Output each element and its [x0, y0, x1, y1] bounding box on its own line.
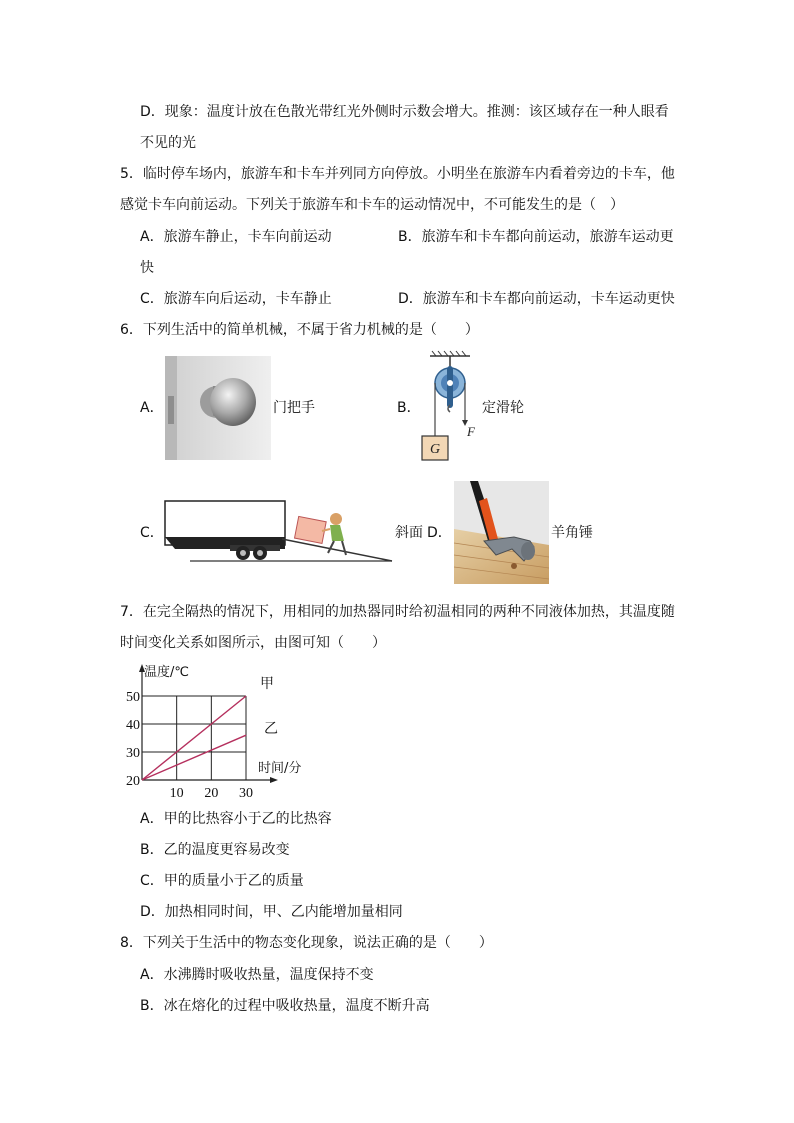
q4-option-d-line1: D．现象：温度计放在色散光带红光外侧时示数会增大。推测：该区域存在一种人眼看: [140, 104, 669, 120]
temperature-time-chart: [118, 660, 318, 800]
claw-hammer-image: [454, 481, 549, 584]
q5-option-c: C．旅游车向后运动，卡车静止: [140, 291, 332, 307]
q7-option-d: D．加热相同时间，甲、乙内能增加量相同: [140, 904, 403, 920]
q5-option-d: D．旅游车和卡车都向前运动，卡车运动更快: [398, 291, 675, 307]
fixed-pulley-diagram: [418, 350, 488, 465]
y-tick-label: 40: [126, 718, 140, 733]
x-axis-title: 时间/分: [258, 761, 302, 776]
y-tick-label: 30: [126, 746, 140, 761]
truck-ramp-image: [160, 497, 395, 567]
q6-option-a-label: 门把手: [273, 400, 315, 416]
q6-option-c-letter: C．: [140, 525, 164, 541]
q6-option-b-label: 定滑轮: [482, 400, 524, 416]
q7-option-b: B．乙的温度更容易改变: [140, 842, 290, 858]
x-axis-arrow: [270, 777, 278, 783]
q8-stem: 8．下列关于生活中的物态变化现象，说法正确的是（ ）: [120, 935, 493, 951]
q5-option-b-line2: 快: [140, 260, 154, 276]
q7-stem-line2: 时间变化关系如图所示，由图可知（ ）: [120, 635, 386, 651]
x-tick-label: 30: [239, 786, 253, 800]
q6-option-a-letter: A．: [140, 400, 164, 416]
y-tick-label: 50: [126, 690, 140, 705]
pulley-force-label: F: [467, 424, 475, 439]
q7-option-c: C．甲的质量小于乙的质量: [140, 873, 304, 889]
y-axis-title: 温度/℃: [144, 665, 189, 680]
y-tick-label: 20: [126, 774, 140, 789]
q6-option-d-label: 羊角锤: [551, 525, 593, 541]
q8-option-b: B．冰在熔化的过程中吸收热量，温度不断升高: [140, 998, 430, 1014]
q5-stem-line1: 5．临时停车场内，旅游车和卡车并列同方向停放。小明坐在旅游车内看着旁边的卡车，他: [120, 166, 675, 182]
q5-stem-line2: 感觉卡车向前运动。下列关于旅游车和卡车的运动情况中，不可能发生的是（ ）: [120, 197, 624, 213]
series-label-1: 甲: [260, 677, 274, 692]
series-label-2: 乙: [264, 722, 278, 738]
q6-option-c-label: 斜面: [395, 525, 423, 541]
q7-option-a: A．甲的比热容小于乙的比热容: [140, 811, 332, 827]
q5-option-b-line1: B．旅游车和卡车都向前运动，旅游车运动更: [398, 229, 674, 245]
pulley-weight-label: G: [429, 442, 441, 457]
q7-stem-line1: 7．在完全隔热的情况下，用相同的加热器同时给初温相同的两种不同液体加热，其温度随: [120, 604, 675, 620]
q8-option-a: A．水沸腾时吸收热量，温度保持不变: [140, 967, 374, 983]
q6-option-b-letter: B．: [397, 400, 421, 416]
q4-option-d-line2: 不见的光: [140, 135, 196, 151]
x-tick-label: 20: [204, 786, 219, 800]
series-line-1: [142, 696, 246, 780]
series-line-2: [142, 735, 246, 780]
q6-stem: 6．下列生活中的简单机械，不属于省力机械的是（ ）: [120, 322, 479, 338]
door-knob-image: [165, 356, 271, 460]
q6-option-d-letter: D．: [427, 525, 452, 541]
q5-option-a: A．旅游车静止，卡车向前运动: [140, 229, 332, 245]
x-tick-label: 10: [169, 786, 184, 800]
